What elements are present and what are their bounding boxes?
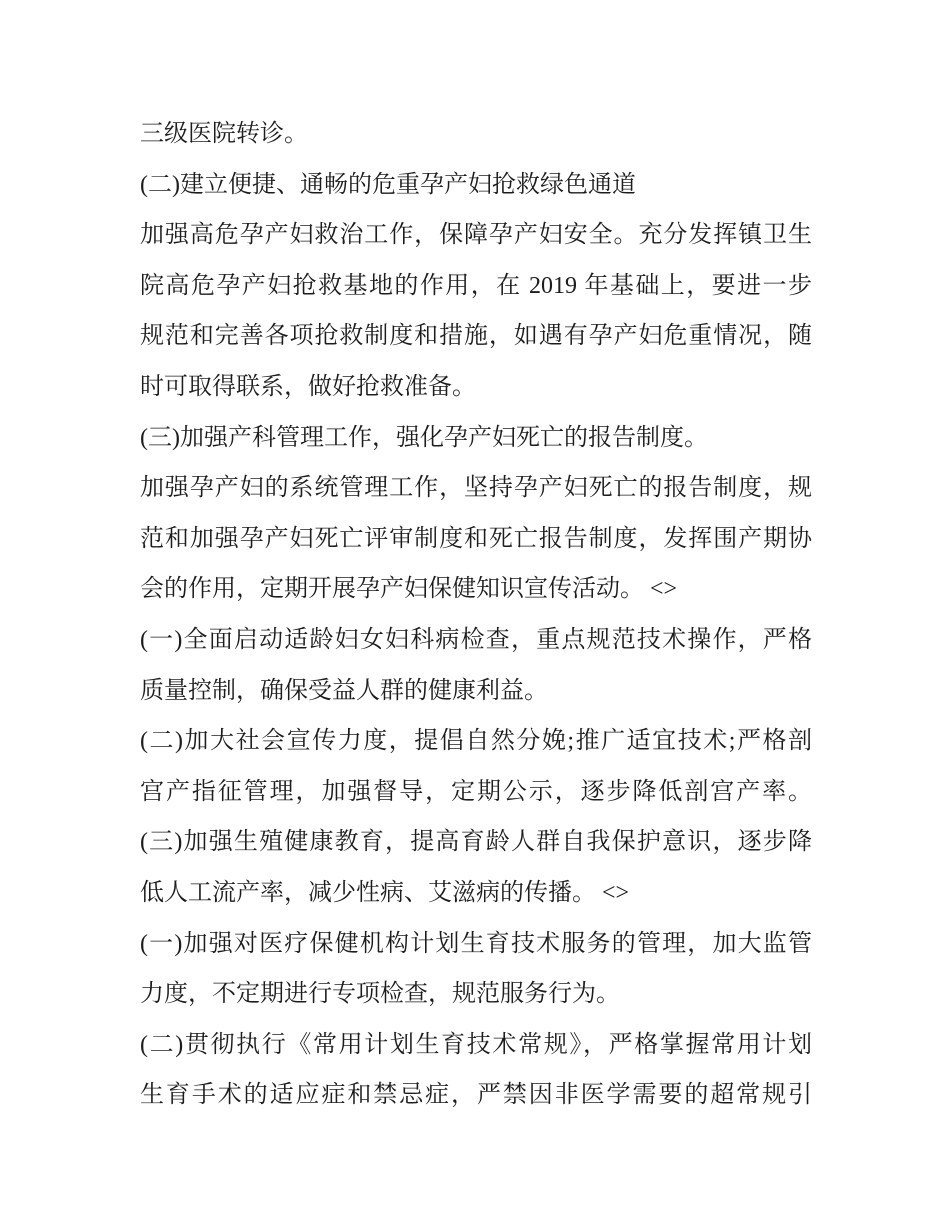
- text-line: (一)加强对医疗保健机构计划生育技术服务的管理，加大监管: [140, 930, 812, 957]
- text-line: 低人工流产率，减少性病、艾滋病的传播。 <>: [140, 879, 630, 906]
- text-line: 生育手术的适应症和禁忌症，严禁因非医学需要的超常规引: [140, 1082, 812, 1109]
- text-line: (二)建立便捷、通畅的危重孕产妇抢救绿色通道: [140, 171, 636, 198]
- text-line: 力度，不定期进行专项检查，规范服务行为。: [140, 981, 620, 1008]
- text-line: 加强孕产妇的系统管理工作，坚持孕产妇死亡的报告制度，规: [140, 475, 812, 502]
- text-line: 加强高危孕产妇救治工作，保障孕产妇安全。充分发挥镇卫生: [140, 222, 812, 249]
- text-line: (二)贯彻执行《常用计划生育技术常规》，严格掌握常用计划: [140, 1031, 812, 1058]
- text-line: (三)加强产科管理工作，强化孕产妇死亡的报告制度。: [140, 424, 708, 451]
- text-line: (一)全面启动适龄妇女妇科病检查，重点规范技术操作，严格: [140, 626, 812, 653]
- text-line: 质量控制，确保受益人群的健康利益。: [140, 677, 548, 704]
- text-line: 范和加强孕产妇死亡评审制度和死亡报告制度，发挥围产期协: [140, 525, 812, 552]
- text-line: 院高危孕产妇抢救基地的作用，在 2019 年基础上，要进一步: [140, 272, 812, 299]
- text-line: 规范和完善各项抢救制度和措施，如遇有孕产妇危重情况，随: [140, 323, 812, 350]
- text-line: 宫产指征管理，加强督导，定期公示，逐步降低剖宫产率。: [140, 778, 812, 805]
- document-text-block: [140, 109, 812, 1121]
- text-line: (三)加强生殖健康教育，提高育龄人群自我保护意识，逐步降: [140, 829, 812, 856]
- text-line: 会的作用，定期开展孕产妇保健知识宣传活动。 <>: [140, 576, 678, 603]
- text-line: 时可取得联系，做好抢救准备。: [140, 373, 476, 400]
- text-line: (二)加大社会宣传力度，提倡自然分娩;推广适宜技术;严格剖: [140, 728, 812, 755]
- text-line: 三级医院转诊。: [140, 121, 308, 147]
